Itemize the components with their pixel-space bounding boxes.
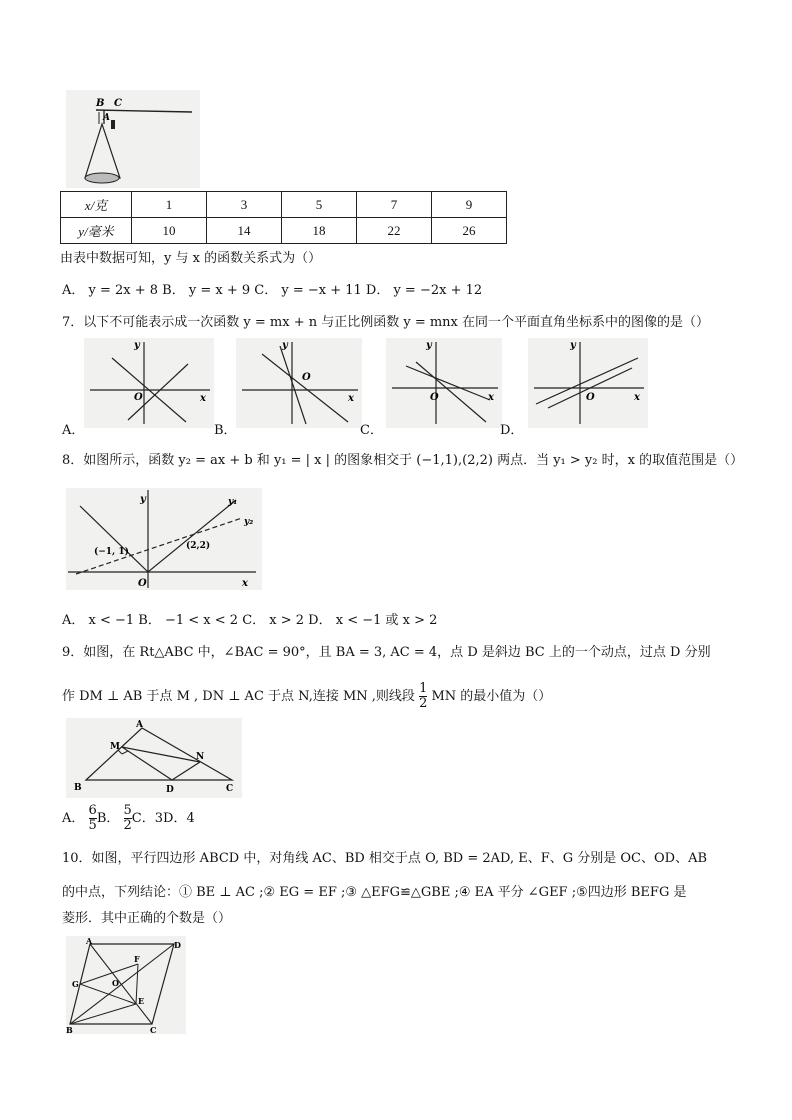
y1-graph: [80, 500, 236, 572]
q8-options: A． x < −1 B． −1 < x < 2 C． x > 2 D． x < −1 或 x > 2: [62, 613, 438, 628]
q9-opt-a-frac: [89, 804, 97, 833]
table-cell: 14: [207, 218, 282, 244]
cone: [85, 124, 120, 178]
q10-stem-line3: 菱形．其中正确的个数是（）: [62, 911, 232, 926]
label-d: D: [166, 785, 174, 795]
origin-label: O: [138, 578, 147, 589]
q8-figure: [66, 488, 262, 590]
q9-options: [62, 804, 195, 833]
y2-label: y₂: [244, 517, 254, 527]
q6-options: A． y = 2x + 8 B． y = x + 9 C． y = −x + 11 D． y = −2x + 12: [62, 283, 483, 298]
q9-frac-num: 1: [419, 681, 428, 696]
label-c: C: [150, 1025, 157, 1034]
table-head-y: y/毫米: [61, 218, 132, 244]
axis-y: y: [282, 340, 288, 351]
q9-opt-rest: C．3D．4: [131, 811, 195, 826]
q6-table: [60, 191, 507, 244]
q7-stem: 7．以下不可能表示成一次函数 y = mx + n 与正比例函数 y = mnx 在同一个平面直角坐标系中的图像的是（）: [62, 315, 710, 330]
label-c: C: [114, 98, 122, 109]
q7-graph-a: [84, 338, 214, 428]
label-d: D: [174, 940, 181, 950]
table-cell: 5: [282, 192, 357, 218]
table-cell: 1: [132, 192, 207, 218]
q7-option-d: D．: [500, 423, 524, 438]
q9-opt-a-num: 6: [88, 803, 97, 818]
q9-frac-den: 2: [419, 696, 428, 711]
label-a: A: [86, 936, 93, 946]
q6-stem: 由表中数据可知，y 与 x 的函数关系式为（）: [60, 251, 322, 266]
q7-graph-c: [386, 338, 502, 428]
weight: [111, 120, 115, 129]
q10-stem-line2: 的中点，下列结论：① BE ⊥ AC ;② EG = EF ;③ △EFG≌△GBE ;④ EA 平分 ∠GEF ;⑤四边形 BEFG 是: [62, 885, 687, 900]
q9-figure: [66, 718, 242, 798]
q9-stem-line2: [62, 682, 551, 711]
q7-graph-d: [528, 338, 648, 428]
table-cell: 7: [357, 192, 432, 218]
q7-option-b: B．: [214, 423, 237, 438]
axis-y: y: [134, 340, 140, 351]
origin-label: O: [586, 392, 595, 403]
q9-stem-a: 作 DM ⊥ AB 于点 M , DN ⊥ AC 于点 N,连接 MN ,则线段: [62, 689, 415, 704]
y1-label: y₁: [228, 497, 238, 507]
cone-base: [85, 173, 119, 183]
table-row: [61, 192, 507, 218]
axis-x: x: [242, 578, 248, 589]
q9-frac: [419, 682, 427, 711]
label-b: B: [96, 98, 105, 109]
label-e: E: [138, 996, 145, 1006]
axis-y: y: [426, 340, 432, 351]
table-cell: 18: [282, 218, 357, 244]
table-head-x: x/克: [61, 192, 132, 218]
diagonal-ac: [90, 944, 152, 1024]
q9-opt-b: B．: [96, 811, 120, 826]
label-o: O: [112, 978, 119, 988]
label-b: B: [66, 1025, 73, 1034]
table-cell: 10: [132, 218, 207, 244]
axis-y: y: [140, 494, 146, 505]
label-b: B: [74, 783, 82, 793]
lever-bar: [96, 110, 192, 112]
label-n: N: [196, 752, 205, 762]
q9-opt-b-num: 5: [123, 803, 132, 818]
label-c: C: [226, 784, 234, 794]
table-cell: 3: [207, 192, 282, 218]
label-m: M: [110, 742, 120, 752]
label-f: F: [134, 954, 140, 964]
q8-stem: 8．如图所示，函数 y₂ = ax + b 和 y₁ = | x | 的图象相交于 (−1,1),(2,2) 两点．当 y₁ > y₂ 时，x 的取值范围是（）: [62, 453, 744, 468]
q9-opt-a-den: 5: [88, 818, 97, 833]
segment-dn: [172, 762, 200, 780]
origin-label: O: [134, 392, 143, 403]
axis-x: x: [634, 392, 640, 403]
q7-option-a: A．: [62, 423, 85, 438]
q9-opt-a: A．: [62, 811, 85, 826]
q6-figure: [66, 90, 200, 188]
axis-y: y: [570, 340, 576, 351]
label-a: A: [136, 720, 143, 730]
axis-x: x: [348, 393, 354, 404]
table-cell: 9: [432, 192, 507, 218]
q10-stem-line1: 10．如图，平行四边形 ABCD 中，对角线 AC、BD 相交于点 O, BD = 2AD, E、F、G 分别是 OC、OD、AB: [62, 851, 708, 866]
q9-stem-b: MN 的最小值为（）: [431, 689, 552, 704]
point-2-label: (2,2): [186, 541, 211, 551]
origin-label: O: [302, 372, 311, 383]
q9-opt-b-frac: [124, 804, 132, 833]
q9-stem-line1: 9．如图，在 Rt△ABC 中，∠BAC = 90°，且 BA = 3, AC = 4，点 D 是斜边 BC 上的一个动点，过点 D 分别: [62, 645, 711, 660]
q7-option-c: C．: [360, 423, 383, 438]
axis-x: x: [488, 392, 494, 403]
table-cell: 22: [357, 218, 432, 244]
point-1-label: (−1, 1): [94, 547, 129, 557]
q7-graph-b: [236, 338, 362, 428]
table-cell: 26: [432, 218, 507, 244]
q9-opt-b-den: 2: [123, 818, 132, 833]
table-row: [61, 218, 507, 244]
axis-x: x: [200, 393, 206, 404]
q10-figure: [66, 936, 186, 1034]
label-g: G: [72, 979, 79, 989]
diagonal-bd: [70, 944, 174, 1024]
label-a: A: [103, 113, 110, 123]
origin-label: O: [430, 392, 439, 403]
